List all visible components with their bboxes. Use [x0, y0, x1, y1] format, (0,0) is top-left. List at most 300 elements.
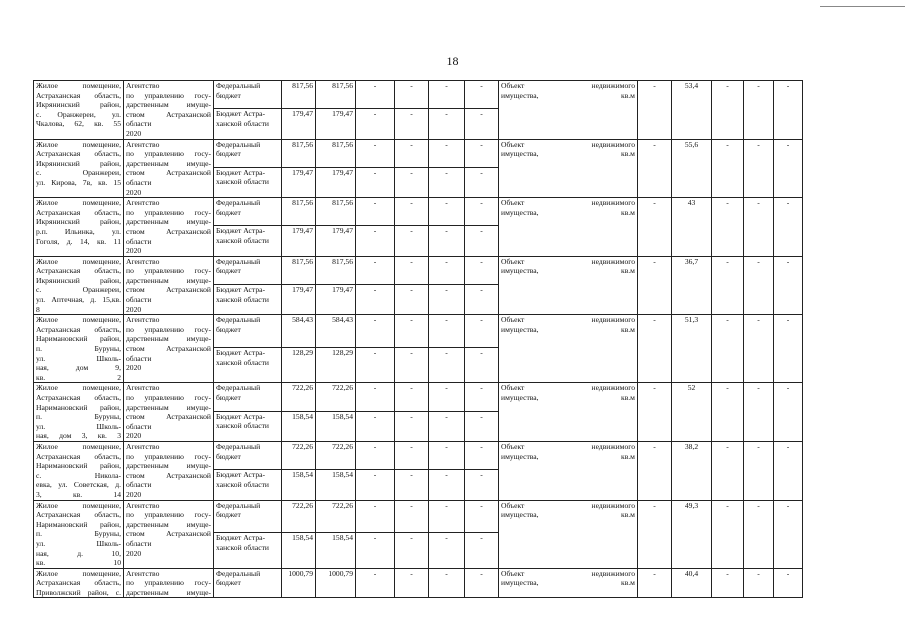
amount-cell: 158,54: [316, 470, 356, 500]
empty-dash-cell: -: [465, 284, 499, 314]
amount-cell: 179,47: [316, 284, 356, 314]
agency-line: 2020: [126, 431, 142, 441]
funding-source-cell: [214, 284, 282, 314]
empty-dash-cell: -: [395, 411, 429, 441]
object-line: Наримановский район,: [36, 402, 121, 412]
empty-dash-cell: -: [774, 198, 803, 257]
amount-cell: 1000,79: [316, 568, 356, 598]
object-line: Жилое помещение,: [36, 139, 121, 149]
empty-dash-cell: -: [465, 470, 499, 500]
funding-source-cell: [214, 109, 282, 139]
result-line: Объект недвижимого: [501, 139, 635, 149]
empty-dash-cell: -: [395, 81, 429, 109]
amount-cell: 817,56: [316, 256, 356, 284]
object-line: Жилое помещение,: [36, 198, 121, 208]
funding-source-line: ханской области: [216, 357, 269, 367]
empty-dash-cell: -: [429, 167, 465, 197]
agency-line: 2020: [126, 187, 142, 197]
result-line: Объект недвижимого: [501, 500, 635, 510]
funding-source-cell: [214, 198, 282, 226]
funding-source-cell: [214, 167, 282, 197]
object-line: кв. 2: [36, 372, 121, 382]
funding-source-line: Федеральный: [216, 383, 261, 393]
empty-dash-cell: -: [356, 256, 395, 284]
object-line: Жилое помещение,: [36, 315, 121, 325]
agency-line: дарственным имуще-: [126, 217, 211, 227]
amount-cell: 158,54: [282, 470, 316, 500]
agency-line: по управлению госу-: [126, 266, 211, 276]
agency-line: дарственным имуще-: [126, 461, 211, 471]
object-line: ул. Школь-: [36, 353, 121, 363]
result-line: Объект недвижимого: [501, 315, 635, 325]
agency-line: Агентство: [126, 500, 160, 510]
agency-line: 2020: [126, 548, 142, 558]
result-indicator-cell: [499, 383, 638, 442]
result-indicator-cell: [499, 139, 638, 198]
result-line: имущества, кв.м: [501, 393, 635, 402]
funding-source-cell: [214, 226, 282, 256]
result-line: имущества, кв.м: [501, 149, 635, 159]
object-line: с. Никола-: [36, 470, 121, 480]
empty-dash-cell: -: [774, 256, 803, 315]
funding-source-line: Федеральный: [216, 315, 261, 325]
funding-source-line: Бюджет Астра-: [216, 470, 266, 480]
funding-source-line: Федеральный: [216, 500, 261, 510]
table-row: [34, 500, 803, 533]
object-line: Астраханская область,: [36, 510, 121, 520]
result-line: имущества, кв.м: [501, 510, 635, 520]
empty-dash-cell: -: [638, 198, 672, 257]
empty-dash-cell: -: [395, 315, 429, 348]
table-row: [34, 441, 803, 469]
funding-source-line: бюджет: [216, 207, 241, 217]
result-indicator-cell: [499, 568, 638, 598]
empty-dash-cell: -: [465, 198, 499, 226]
table-row: [34, 315, 803, 348]
object-line: р.п. Ильинка, ул.: [36, 226, 121, 236]
table-row: [34, 256, 803, 284]
agency-line: по управлению госу-: [126, 393, 211, 402]
funding-source-line: бюджет: [216, 451, 241, 461]
agency-cell: [124, 441, 214, 500]
empty-dash-cell: -: [395, 109, 429, 139]
amount-cell: 179,47: [282, 226, 316, 256]
object-line: Астраханская область,: [36, 207, 121, 217]
empty-dash-cell: -: [395, 470, 429, 500]
object-line: Астраханская область,: [36, 578, 121, 588]
agency-line: по управлению госу-: [126, 207, 211, 217]
empty-dash-cell: -: [429, 383, 465, 411]
empty-dash-cell: -: [774, 500, 803, 568]
funding-source-line: Федеральный: [216, 139, 261, 149]
object-description-cell: [34, 256, 124, 315]
agency-line: дарственным имуще-: [126, 158, 211, 168]
empty-dash-cell: -: [638, 500, 672, 568]
funding-source-line: Федеральный: [216, 198, 261, 208]
empty-dash-cell: -: [356, 568, 395, 598]
object-line: ул. Школь-: [36, 421, 121, 431]
empty-dash-cell: -: [465, 226, 499, 256]
result-line: имущества, кв.м: [501, 266, 635, 276]
empty-dash-cell: -: [395, 533, 429, 568]
object-line: Наримановский район,: [36, 461, 121, 471]
funding-source-cell: [214, 139, 282, 167]
agency-cell: [124, 568, 214, 598]
result-line: имущества, кв.м: [501, 324, 635, 334]
table-row: [34, 139, 803, 167]
empty-dash-cell: -: [744, 441, 774, 500]
object-description-cell: [34, 441, 124, 500]
agency-line: ством Астраханской: [126, 470, 211, 480]
object-line: Икрянинский район,: [36, 158, 121, 168]
table-row: [34, 198, 803, 226]
object-line: ул. Аптечная, д. 15,кв.: [36, 295, 121, 305]
agency-line: дарственным имуще-: [126, 402, 211, 412]
empty-dash-cell: -: [429, 568, 465, 598]
empty-dash-cell: -: [429, 226, 465, 256]
amount-cell: 722,26: [282, 500, 316, 533]
object-line: Астраханская область,: [36, 149, 121, 159]
object-line: п. Буруны,: [36, 344, 121, 354]
agency-line: дарственным имуще-: [126, 100, 211, 110]
amount-cell: 158,54: [316, 533, 356, 568]
empty-dash-cell: -: [395, 139, 429, 167]
empty-dash-cell: -: [774, 315, 803, 383]
empty-dash-cell: -: [356, 470, 395, 500]
funding-source-line: ханской области: [216, 479, 269, 489]
area-value-cell: 52: [672, 383, 712, 442]
area-value-cell: 43: [672, 198, 712, 257]
agency-line: области: [126, 119, 152, 129]
empty-dash-cell: -: [356, 315, 395, 348]
object-line: 3, кв. 14: [36, 489, 121, 499]
object-line: Жилое помещение,: [36, 256, 121, 266]
funding-source-cell: [214, 441, 282, 469]
empty-dash-cell: -: [465, 383, 499, 411]
agency-line: 2020: [126, 489, 142, 499]
object-description-cell: [34, 81, 124, 140]
amount-cell: 584,43: [282, 315, 316, 348]
object-line: с. Оранжереи,: [36, 168, 121, 178]
amount-cell: 817,56: [282, 81, 316, 109]
agency-line: дарственным имуще-: [126, 587, 211, 597]
funding-source-line: бюджет: [216, 324, 241, 334]
object-line: Наримановский район,: [36, 334, 121, 344]
amount-cell: 179,47: [282, 109, 316, 139]
object-line: Жилое помещение,: [36, 383, 121, 393]
result-line: имущества, кв.м: [501, 578, 635, 588]
area-value-cell: 36,7: [672, 256, 712, 315]
agency-line: ством Астраханской: [126, 109, 211, 119]
empty-dash-cell: -: [395, 167, 429, 197]
empty-dash-cell: -: [429, 81, 465, 109]
empty-dash-cell: -: [429, 315, 465, 348]
funding-source-line: Федеральный: [216, 441, 261, 451]
object-line: Астраханская область,: [36, 324, 121, 334]
empty-dash-cell: -: [465, 315, 499, 348]
result-line: имущества, кв.м: [501, 451, 635, 461]
result-line: имущества, кв.м: [501, 90, 635, 100]
empty-dash-cell: -: [356, 198, 395, 226]
funding-source-line: Федеральный: [216, 81, 261, 90]
empty-dash-cell: -: [356, 226, 395, 256]
funding-source-cell: [214, 411, 282, 441]
agency-cell: [124, 139, 214, 198]
empty-dash-cell: -: [744, 500, 774, 568]
funding-source-line: Бюджет Астра-: [216, 167, 266, 177]
agency-line: Агентство: [126, 383, 160, 393]
object-line: Астраханская область,: [36, 393, 121, 402]
object-line: Астраханская область,: [36, 90, 121, 100]
empty-dash-cell: -: [429, 139, 465, 167]
area-value-cell: 55,6: [672, 139, 712, 198]
agency-line: Агентство: [126, 315, 160, 325]
agency-line: Агентство: [126, 568, 160, 578]
agency-line: области: [126, 236, 152, 246]
agency-line: Агентство: [126, 81, 160, 90]
empty-dash-cell: -: [429, 411, 465, 441]
empty-dash-cell: -: [712, 315, 744, 383]
empty-dash-cell: -: [395, 500, 429, 533]
empty-dash-cell: -: [465, 500, 499, 533]
funding-source-cell: [214, 470, 282, 500]
amount-cell: 179,47: [282, 167, 316, 197]
empty-dash-cell: -: [465, 256, 499, 284]
object-line: Жилое помещение,: [36, 568, 121, 578]
empty-dash-cell: -: [638, 383, 672, 442]
empty-dash-cell: -: [744, 198, 774, 257]
funding-source-line: ханской области: [216, 118, 269, 128]
empty-dash-cell: -: [429, 441, 465, 469]
empty-dash-cell: -: [465, 109, 499, 139]
empty-dash-cell: -: [744, 81, 774, 140]
empty-dash-cell: -: [395, 198, 429, 226]
funding-source-line: Бюджет Астра-: [216, 109, 266, 119]
amount-cell: 722,26: [316, 500, 356, 533]
funding-source-line: бюджет: [216, 393, 241, 402]
empty-dash-cell: -: [465, 81, 499, 109]
funding-source-line: ханской области: [216, 543, 269, 553]
empty-dash-cell: -: [638, 139, 672, 198]
object-line: Гоголя, д. 14, кв. 11: [36, 236, 121, 246]
funding-source-cell: [214, 81, 282, 109]
agency-line: Агентство: [126, 198, 160, 208]
empty-dash-cell: -: [356, 139, 395, 167]
empty-dash-cell: -: [465, 441, 499, 469]
result-line: имущества, кв.м: [501, 207, 635, 217]
empty-dash-cell: -: [395, 284, 429, 314]
object-line: Жилое помещение,: [36, 441, 121, 451]
property-table: [33, 80, 803, 598]
empty-dash-cell: -: [774, 568, 803, 598]
object-line: п. Буруны,: [36, 412, 121, 422]
empty-dash-cell: -: [638, 315, 672, 383]
result-line: Объект недвижимого: [501, 256, 635, 266]
empty-dash-cell: -: [744, 315, 774, 383]
agency-cell: [124, 383, 214, 442]
amount-cell: 1000,79: [282, 568, 316, 598]
empty-dash-cell: -: [395, 383, 429, 411]
empty-dash-cell: -: [356, 81, 395, 109]
amount-cell: 128,29: [282, 348, 316, 383]
funding-source-cell: [214, 256, 282, 284]
agency-line: ством Астраханской: [126, 344, 211, 354]
object-line: Икрянинский район,: [36, 275, 121, 285]
funding-source-line: бюджет: [216, 149, 241, 159]
empty-dash-cell: -: [712, 568, 744, 598]
empty-dash-cell: -: [744, 383, 774, 442]
amount-cell: 722,26: [316, 441, 356, 469]
funding-source-line: бюджет: [216, 266, 241, 276]
empty-dash-cell: -: [356, 500, 395, 533]
funding-source-line: Бюджет Астра-: [216, 284, 266, 294]
area-value-cell: 38,2: [672, 441, 712, 500]
funding-source-line: ханской области: [216, 294, 269, 304]
object-line: 8: [36, 304, 40, 314]
table-row: [34, 383, 803, 411]
amount-cell: 817,56: [282, 198, 316, 226]
result-line: Объект недвижимого: [501, 441, 635, 451]
agency-line: области: [126, 421, 152, 431]
amount-cell: 817,56: [282, 256, 316, 284]
empty-dash-cell: -: [395, 568, 429, 598]
result-line: Объект недвижимого: [501, 81, 635, 90]
amount-cell: 817,56: [282, 139, 316, 167]
area-value-cell: 40,4: [672, 568, 712, 598]
object-line: п. Буруны,: [36, 529, 121, 539]
object-description-cell: [34, 139, 124, 198]
object-line: евка, ул. Советская, д.: [36, 480, 121, 490]
object-line: Чкалова, 62, кв. 55: [36, 119, 121, 129]
empty-dash-cell: -: [638, 256, 672, 315]
agency-line: по управлению госу-: [126, 451, 211, 461]
result-line: Объект недвижимого: [501, 568, 635, 578]
empty-dash-cell: -: [356, 533, 395, 568]
object-description-cell: [34, 383, 124, 442]
amount-cell: 722,26: [282, 441, 316, 469]
result-indicator-cell: [499, 198, 638, 257]
agency-line: по управлению госу-: [126, 324, 211, 334]
object-line: Астраханская область,: [36, 266, 121, 276]
empty-dash-cell: -: [744, 256, 774, 315]
funding-source-line: бюджет: [216, 90, 241, 100]
funding-source-line: ханской области: [216, 421, 269, 431]
empty-dash-cell: -: [774, 383, 803, 442]
agency-line: дарственным имуще-: [126, 275, 211, 285]
empty-dash-cell: -: [465, 568, 499, 598]
amount-cell: 158,54: [316, 411, 356, 441]
empty-dash-cell: -: [429, 198, 465, 226]
empty-dash-cell: -: [395, 256, 429, 284]
empty-dash-cell: -: [356, 284, 395, 314]
agency-line: области: [126, 353, 152, 363]
empty-dash-cell: -: [638, 441, 672, 500]
agency-line: области: [126, 177, 152, 187]
agency-line: по управлению госу-: [126, 510, 211, 520]
amount-cell: 179,47: [316, 226, 356, 256]
funding-source-line: Бюджет Астра-: [216, 226, 266, 236]
amount-cell: 179,47: [316, 109, 356, 139]
agency-line: 2020: [126, 304, 142, 314]
amount-cell: 722,26: [282, 383, 316, 411]
object-line: кв. 10: [36, 558, 121, 568]
object-line: Икрянинский район,: [36, 217, 121, 227]
area-value-cell: 49,3: [672, 500, 712, 568]
amount-cell: 817,56: [316, 81, 356, 109]
object-description-cell: [34, 500, 124, 568]
empty-dash-cell: -: [429, 500, 465, 533]
object-description-cell: [34, 568, 124, 598]
result-indicator-cell: [499, 81, 638, 140]
funding-source-line: Федеральный: [216, 568, 261, 578]
funding-source-cell: [214, 568, 282, 598]
empty-dash-cell: -: [395, 226, 429, 256]
agency-cell: [124, 256, 214, 315]
empty-dash-cell: -: [395, 348, 429, 383]
agency-line: ством Астраханской: [126, 529, 211, 539]
empty-dash-cell: -: [356, 167, 395, 197]
funding-source-line: Федеральный: [216, 256, 261, 266]
agency-line: по управлению госу-: [126, 578, 211, 588]
object-line: ул. Школь-: [36, 538, 121, 548]
funding-source-cell: [214, 315, 282, 348]
result-indicator-cell: [499, 256, 638, 315]
agency-cell: [124, 198, 214, 257]
object-line: ная, дом 9,: [36, 363, 121, 373]
empty-dash-cell: -: [356, 109, 395, 139]
object-line: Жилое помещение,: [36, 81, 121, 90]
empty-dash-cell: -: [774, 139, 803, 198]
funding-source-line: Бюджет Астра-: [216, 533, 266, 543]
empty-dash-cell: -: [356, 348, 395, 383]
agency-line: Агентство: [126, 256, 160, 266]
amount-cell: 817,56: [316, 198, 356, 226]
empty-dash-cell: -: [638, 81, 672, 140]
funding-source-line: бюджет: [216, 578, 241, 588]
empty-dash-cell: -: [356, 411, 395, 441]
result-indicator-cell: [499, 500, 638, 568]
agency-line: 2020: [126, 246, 142, 256]
agency-line: 2020: [126, 363, 142, 373]
amount-cell: 179,47: [316, 167, 356, 197]
area-value-cell: 53,4: [672, 81, 712, 140]
amount-cell: 179,47: [282, 284, 316, 314]
empty-dash-cell: -: [712, 383, 744, 442]
agency-line: области: [126, 480, 152, 490]
empty-dash-cell: -: [465, 348, 499, 383]
empty-dash-cell: -: [429, 109, 465, 139]
agency-line: ством Астраханской: [126, 285, 211, 295]
result-indicator-cell: [499, 441, 638, 500]
funding-source-cell: [214, 533, 282, 568]
object-description-cell: [34, 198, 124, 257]
result-line: Объект недвижимого: [501, 198, 635, 208]
agency-line: ством Астраханской: [126, 168, 211, 178]
agency-line: Агентство: [126, 139, 160, 149]
object-line: Жилое помещение,: [36, 500, 121, 510]
empty-dash-cell: -: [774, 441, 803, 500]
funding-source-cell: [214, 500, 282, 533]
object-line: Приволжский район, с.: [36, 587, 121, 597]
object-line: Наримановский район,: [36, 519, 121, 529]
funding-source-line: ханской области: [216, 177, 269, 187]
object-line: ул. Кирова, 7в, кв. 15: [36, 177, 121, 187]
empty-dash-cell: -: [744, 568, 774, 598]
funding-source-line: бюджет: [216, 510, 241, 520]
empty-dash-cell: -: [465, 167, 499, 197]
empty-dash-cell: -: [429, 284, 465, 314]
amount-cell: 584,43: [316, 315, 356, 348]
